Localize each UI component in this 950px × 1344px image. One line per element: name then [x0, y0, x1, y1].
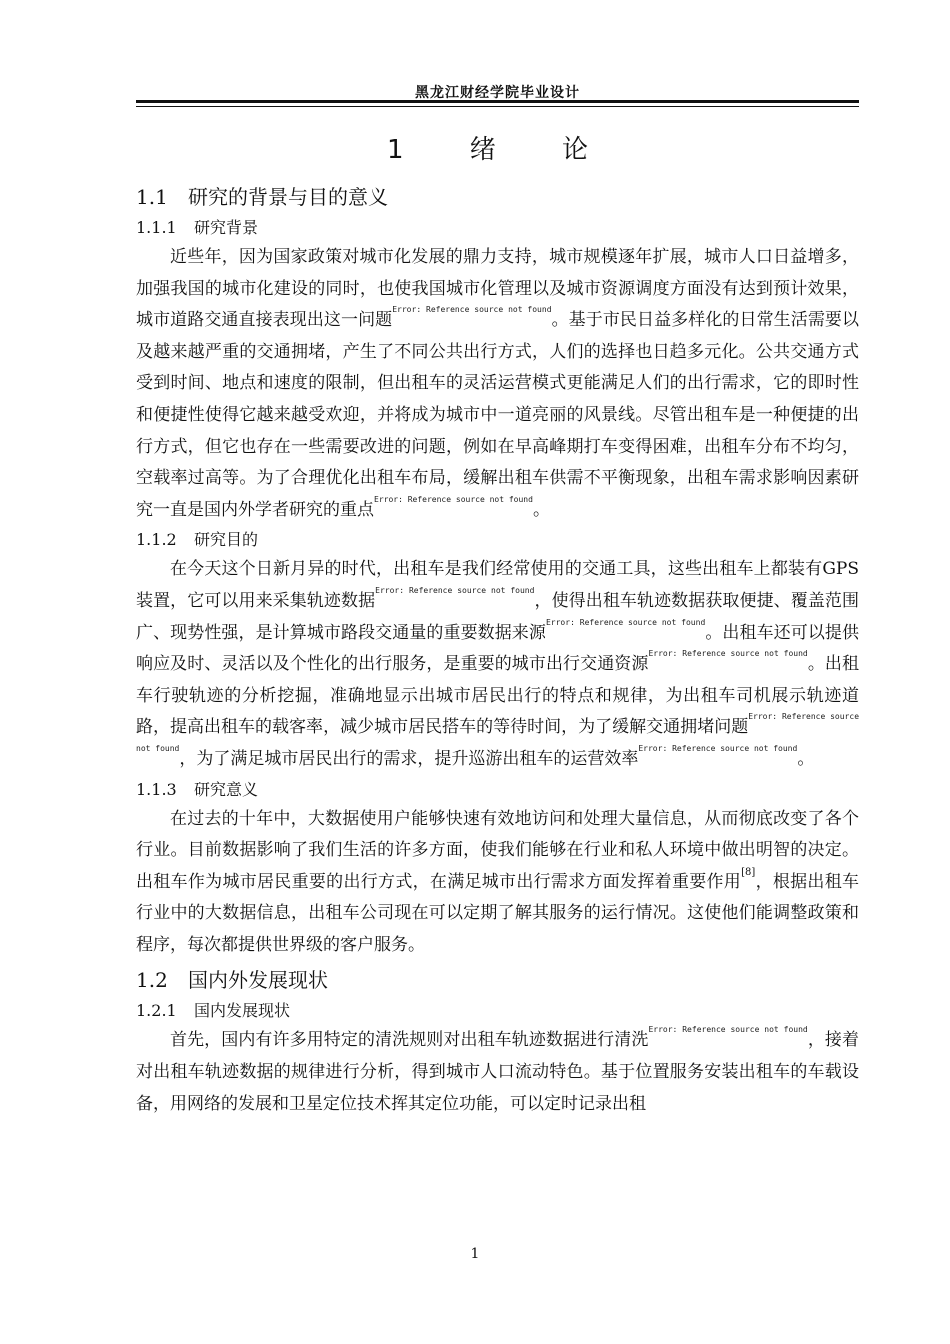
section-heading-1-1-3	[136, 776, 859, 804]
reference-error: Error: Reference source not found	[136, 712, 860, 753]
reference-error: Error: Reference source not found	[648, 649, 808, 659]
paragraph-text: 在今天这个日新月异的时代，出租车是我们经常使用的交通工具，这些出租车上都装有GPS装置，它可以用来采集轨迹数据	[136, 559, 859, 611]
paragraph-domestic-status	[136, 1025, 859, 1120]
paragraph-text: 近些年，因为国家政策对城市化发展的鼎力支持，城市规模逐年扩展，城市人口日益增多，加强我国的城市化建设的同时，也使我国城市化管理以及城市资源调度方面没有达到预计效果，城市道路交通直接表现出这一问题	[136, 247, 859, 331]
paragraph-text: 。基于市民日益多样化的日常生活需要以及越来越严重的交通拥堵，产生了不同公共出行方式，人们的选择也日趋多元化。公共交通方式受到时间、地点和速度的限制，但出租车的灵活运营模式更能满足人们的出行需求，它的即时性和便捷性使得它越来越受欢迎，并将成为城市中一道亮丽的风景线。尽管出租车是一种便捷的出行方式，但它也存在一些需要改进的问题，例如在早高峰期打车变得困难，出租车分布不均匀，空载率过高等。为了合理优化出租车布局，缓解出租车供需不平衡现象，出租车需求影响因素研究一直是国内外学者研究的重点	[136, 310, 859, 520]
paragraph-text: ，为了满足城市居民出行的需求，提升巡游出租车的运营效率	[179, 748, 639, 769]
section-number: 1.2	[136, 968, 168, 993]
section-number: 1.1.1	[136, 218, 177, 237]
section-title: 研究的背景与目的意义	[188, 185, 388, 209]
section-title: 国内外发展现状	[188, 968, 328, 993]
paragraph-text: 。出租车行驶轨迹的分析挖掘，准确地显示出城市居民出行的特点和规律，为出租车司机展示轨迹道路，提高出租车的载客率，减少城市居民搭车的等待时间，为了缓解交通拥堵问题	[136, 654, 859, 738]
section-number: 1.2.1	[136, 1001, 177, 1021]
section-heading-1-2-1	[136, 997, 859, 1025]
section-heading-1-1	[136, 182, 859, 212]
section-title: 研究目的	[194, 530, 259, 550]
citation-marker: [8]	[741, 866, 756, 878]
paragraph-text: ，接着对出租车轨迹数据的规律进行分析，得到城市人口流动特色。基于位置服务安装出租车的车载设备，用网络的发展和卫星定位技术挥其定位功能，可以定时记录出租	[136, 1030, 859, 1114]
reference-error: Error: Reference source not found	[638, 743, 798, 753]
reference-error: Error: Reference source not found	[392, 305, 552, 315]
paragraph-significance	[136, 804, 859, 962]
running-header: 黑龙江财经学院毕业设计	[415, 85, 580, 101]
section-title: 研究意义	[194, 779, 259, 799]
reference-error: Error: Reference source not found	[375, 585, 535, 595]
paragraph-text: 首先，国内有许多用特定的清洗规则对出租车轨迹数据进行清洗	[170, 1030, 649, 1051]
paragraph-text: 。	[797, 748, 815, 769]
reference-error: Error: Reference source not found	[648, 1025, 808, 1035]
section-number: 1.1.3	[136, 779, 177, 799]
paragraph-text: 在过去的十年中，大数据使用户能够快速有效地访问和处理大量信息，从而彻底改变了各个行业。目前数据影响了我们生活的许多方面，使我们能够在行业和私人环境中做出明智的决定。出租车作为城市居民重要的出行方式，在满足城市出行需求方面发挥着重要作用	[136, 808, 859, 892]
paragraph-background	[136, 242, 859, 526]
header-rule-thick	[136, 100, 859, 103]
section-title: 国内发展现状	[194, 1001, 291, 1021]
paragraph-purpose	[136, 554, 859, 775]
section-heading-1-1-2	[136, 526, 859, 554]
paragraph-text: 。	[532, 499, 550, 520]
section-title: 研究背景	[194, 218, 259, 237]
page-number: 1	[470, 1246, 480, 1262]
paragraph-text: ，使得出租车轨迹数据获取便捷、覆盖范围广、现势性强，是计算城市路段交通量的重要数据来源	[136, 590, 860, 643]
paragraph-text: ，根据出租车行业中的大数据信息，出租车公司现在可以定期了解其服务的运行情况。这使他们能调整政策和程序，每次都提供世界级的客户服务。	[136, 871, 860, 955]
section-number: 1.1.2	[136, 530, 177, 550]
reference-error: Error: Reference source not found	[545, 617, 706, 627]
reference-error: Error: Reference source not found	[374, 494, 533, 504]
section-heading-1-2	[136, 965, 859, 995]
section-number: 1.1	[136, 185, 168, 209]
page-content	[136, 128, 859, 1120]
paragraph-text: 。出租车还可以提供响应及时、灵活以及个性化的出行服务，是重要的城市出行交通资源	[136, 622, 860, 675]
header-rule-thin	[136, 106, 859, 107]
section-heading-1-1-1	[136, 214, 859, 242]
chapter-title: 1 绪 论	[386, 135, 609, 165]
